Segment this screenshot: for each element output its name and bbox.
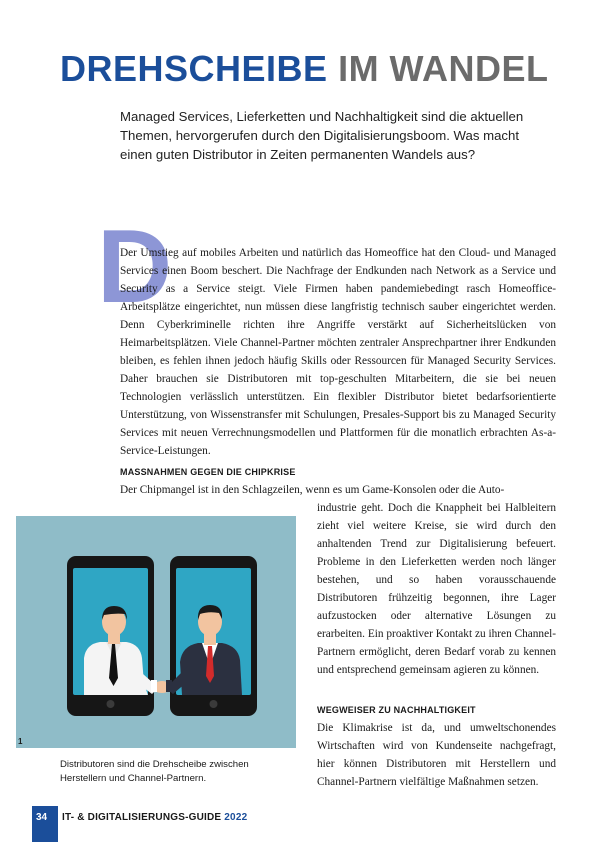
figure-caption: Distributoren sind die Drehscheibe zwischen Herstellern und Channel-Partnern. (60, 759, 249, 784)
body-paragraph-2-start: Der Chipmangel ist in den Schlagzeilen, wenn es um Game-Konsolen oder die Auto- (120, 484, 505, 496)
title-part-2: IM WANDEL (338, 48, 549, 89)
footer-guide-name: IT- & DIGITALISIERUNGS-GUIDE (62, 812, 222, 823)
footer-guide-title (62, 812, 247, 823)
page-number: 34 (36, 812, 48, 823)
body-paragraph-1: Der Umstieg auf mobiles Arbeiten und natürlich das Homeoffice hat den Cloud- und Managed Services einen Boom beschert. Die Nachfrage der Endkunden nach Network as a Service und Security as a Service steigt. Viele Firmen haben pandemiebedingt rasch Homeoffice-Arbeitsplätze eingerichtet, nun müssen diese langfristig technisch sauber eingerichtet werden. Denn Cyberkriminelle richten ihre Angriffe verstärkt auf Sicherheitslücken von Heimarbeitsplätzen. Viele Channel-Partner möchten zentraler Ansprechpartner ihrer Endkunden bleiben, es fehlen ihnen jedoch häufig Skills oder Ressourcen für Managed Security Services. Daher brauchen sie Distributoren mit top-geschulten Mitarbeitern, die sie bei neuen Technologien verlässlich unterstützen. Ein flexibler Distributor bietet bedarfsorientierte Unterstützung, von Wissenstransfer mit Schulungen, Presales-Support bis zu Managed Security Services mit neuen Verrechnungsmodellen und Plattformen für die monatlich erbrachten As-a-Service-Leistungen. (120, 247, 556, 457)
page-title (60, 48, 549, 90)
section-heading-chipkrise: MASSNAHMEN GEGEN DIE CHIPKRISE (120, 467, 296, 477)
drop-cap: D (97, 209, 173, 325)
handshake-phones-icon (16, 516, 296, 748)
title-part-1: DREHSCHEIBE (60, 48, 328, 89)
body-paragraph-3: Die Klimakrise ist da, und umweltschonendes Wirtschaften wird von Kundenseite nachgefragt, hier können Distributoren mit Herstellern und Channel-Partnern vielfältige Maßnahmen setzen. (317, 722, 556, 788)
figure-number: 1 (18, 737, 23, 746)
footer-year: 2022 (224, 812, 248, 823)
body-paragraph-2-cont: industrie geht. Doch die Knappheit bei Halbleitern zieht viel weitere Kreise, sie wird durch den anhaltenden Trend zur Digitalisierung befeuert. Probleme in den Lieferketten werden noch länger bestehen, und so haben vorausschauende Distributoren frühzeitig begonnen, ihre Lager aufzustocken oder alternative Lösungen zu erarbeiten. Ein proaktiver Kontakt zu ihren Channel-Partnern ermöglicht, deren Bedarf vorab zu kennen und entsprechend gemeinsam agieren zu können. (317, 502, 556, 676)
handshake-illustration (16, 516, 296, 748)
lead-paragraph: Managed Services, Lieferketten und Nachhaltigkeit sind die aktuellen Themen, hervorgerufen durch den Digitalisierungsboom. Was macht einen guten Distributor in Zeiten permanenten Wandels aus? (120, 109, 524, 162)
section-heading-nachhaltigkeit: WEGWEISER ZU NACHHALTIGKEIT (317, 705, 476, 715)
